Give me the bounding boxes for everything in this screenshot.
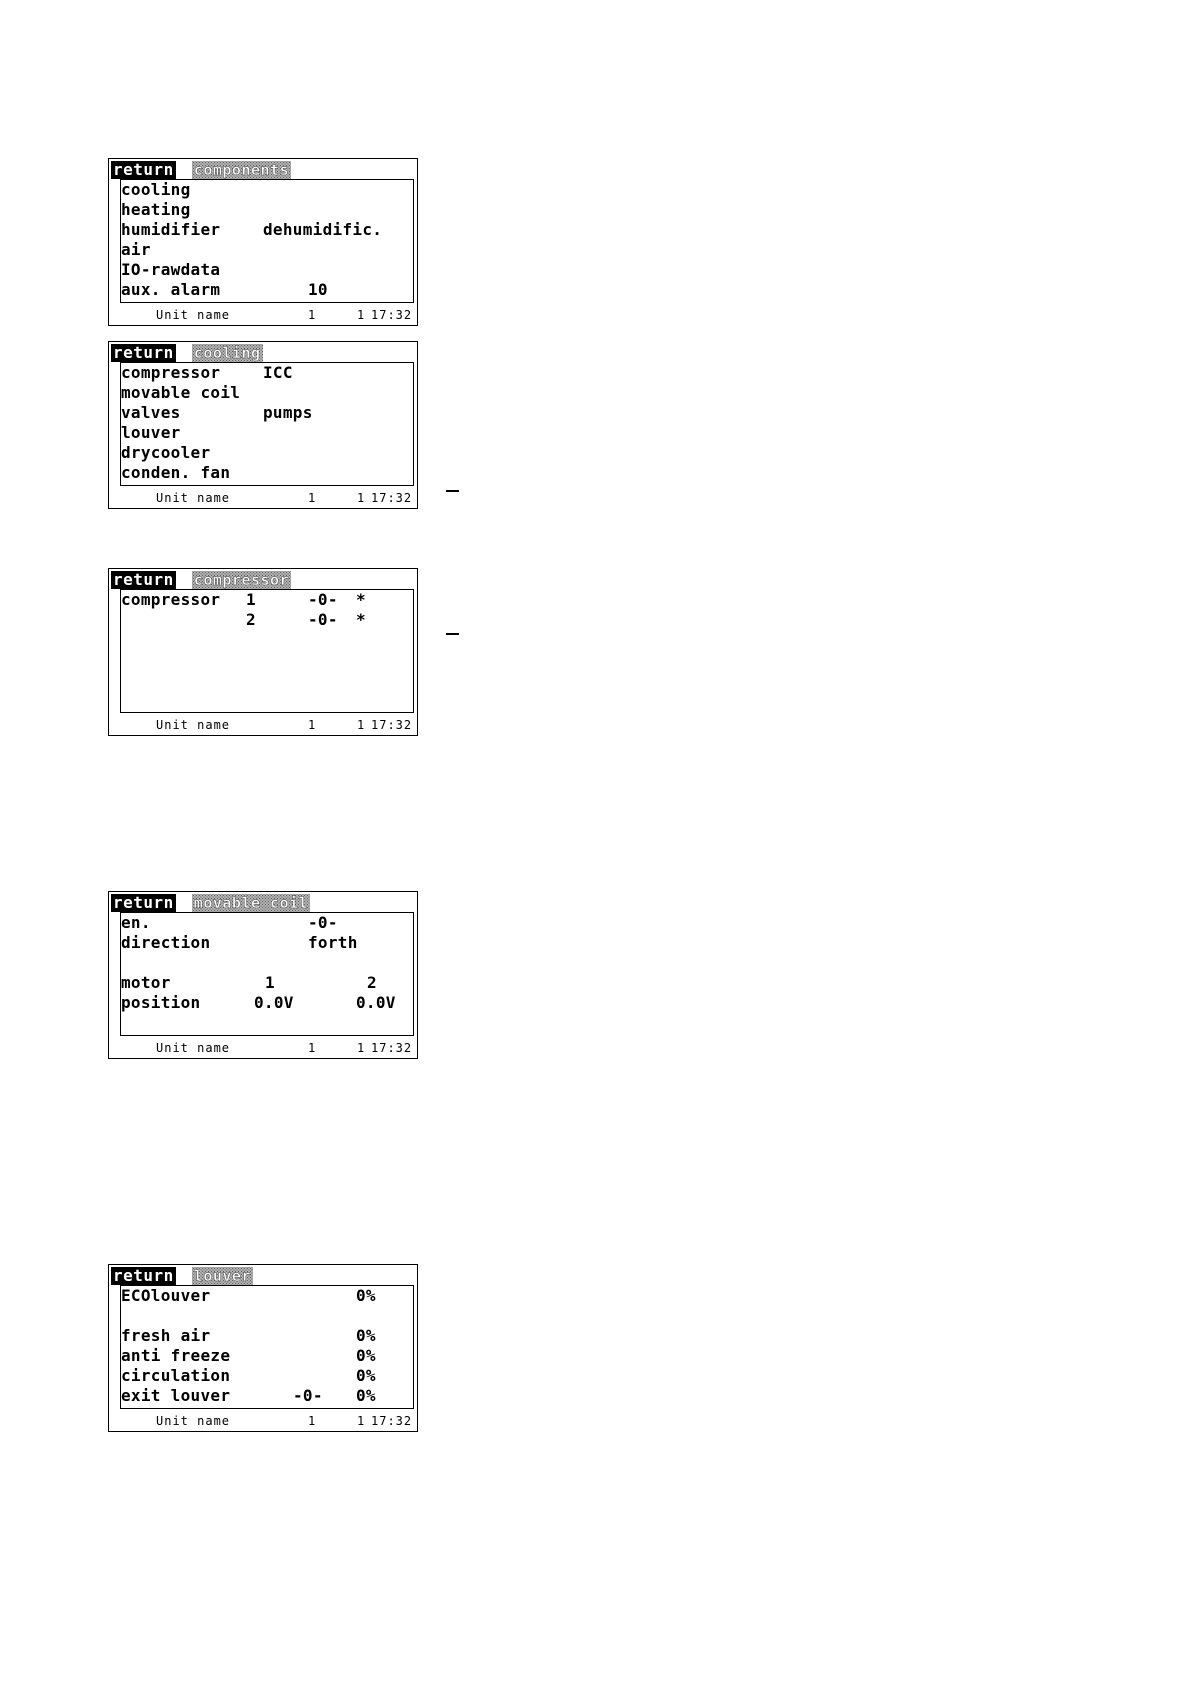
ecolouver-value: 0% — [356, 1286, 376, 1305]
screen-header — [111, 1267, 253, 1285]
return-button[interactable]: return — [113, 1266, 174, 1285]
clock: 17:32 — [371, 718, 413, 732]
menu-item-louver[interactable]: louver — [121, 423, 181, 442]
menu-item-drycooler[interactable]: drycooler — [121, 443, 211, 462]
page-number: 1 — [357, 308, 366, 322]
exit-louver-state[interactable]: -0- — [293, 1386, 323, 1405]
motor-1-position: 0.0V — [254, 993, 294, 1012]
aux-alarm-value: 10 — [308, 280, 328, 299]
unit-name: Unit name — [156, 1414, 231, 1428]
menu-list — [120, 179, 414, 303]
direction-label: direction — [121, 933, 211, 952]
compressor-1-state: -0- — [308, 590, 338, 609]
menu-item-compressor[interactable]: compressor — [121, 363, 221, 382]
unit-number: 1 — [308, 718, 317, 732]
enable-value[interactable]: -0- — [308, 913, 338, 932]
menu-item-dehumidific[interactable]: dehumidific. — [263, 220, 383, 239]
compressor-2-status-icon: * — [356, 610, 366, 629]
anti-freeze-label: anti freeze — [121, 1346, 231, 1365]
motor-2-position: 0.0V — [356, 993, 396, 1012]
compressor-label: compressor — [121, 590, 221, 609]
menu-item-conden-fan[interactable]: conden. fan — [121, 463, 231, 482]
menu-item-heating[interactable]: heating — [121, 200, 191, 219]
annotation-dash — [446, 633, 459, 635]
unit-name: Unit name — [156, 1041, 231, 1055]
motor-2-number: 2 — [367, 973, 377, 992]
unit-number: 1 — [308, 1041, 317, 1055]
screen-cooling — [108, 341, 418, 509]
compressor-list — [120, 589, 414, 713]
screen-title: components — [193, 161, 290, 179]
exit-louver-value: 0% — [356, 1386, 376, 1405]
status-bar — [109, 1038, 417, 1058]
unit-number: 1 — [308, 1414, 317, 1428]
menu-item-io-rawdata[interactable]: IO-rawdata — [121, 260, 221, 279]
ecolouver-label: ECOlouver — [121, 1286, 211, 1305]
screen-title: movable coil — [193, 894, 309, 912]
menu-item-aux-alarm[interactable]: aux. alarm — [121, 280, 221, 299]
page-number: 1 — [357, 718, 366, 732]
compressor-2-number[interactable]: 2 — [246, 610, 256, 629]
menu-item-humidifier[interactable]: humidifier — [121, 220, 221, 239]
menu-item-cooling[interactable]: cooling — [121, 180, 191, 199]
status-bar — [109, 305, 417, 325]
screen-header — [111, 161, 291, 179]
return-button[interactable]: return — [113, 570, 174, 589]
menu-item-air[interactable]: air — [121, 240, 151, 259]
clock: 17:32 — [371, 308, 413, 322]
clock: 17:32 — [371, 1414, 413, 1428]
screen-header — [111, 344, 263, 362]
menu-list — [120, 362, 414, 486]
page-number: 1 — [357, 1414, 366, 1428]
fresh-air-label: fresh air — [121, 1326, 211, 1345]
compressor-2-state: -0- — [308, 610, 338, 629]
menu-item-pumps[interactable]: pumps — [263, 403, 313, 422]
status-bar — [109, 1411, 417, 1431]
compressor-1-status-icon: * — [356, 590, 366, 609]
louver-list — [120, 1285, 414, 1409]
fresh-air-value: 0% — [356, 1326, 376, 1345]
return-button[interactable]: return — [113, 160, 174, 179]
position-label: position — [121, 993, 201, 1012]
compressor-1-number[interactable]: 1 — [246, 590, 256, 609]
menu-item-icc[interactable]: ICC — [263, 363, 293, 382]
clock: 17:32 — [371, 491, 413, 505]
screen-header — [111, 571, 291, 589]
screen-components — [108, 158, 418, 326]
page-number: 1 — [357, 491, 366, 505]
screen-louver — [108, 1264, 418, 1432]
circulation-label: circulation — [121, 1366, 231, 1385]
unit-name: Unit name — [156, 491, 231, 505]
screen-title: cooling — [193, 344, 261, 362]
unit-number: 1 — [308, 308, 317, 322]
annotation-dash — [446, 490, 459, 492]
clock: 17:32 — [371, 1041, 413, 1055]
screen-header — [111, 894, 310, 912]
circulation-value: 0% — [356, 1366, 376, 1385]
screen-compressor — [108, 568, 418, 736]
menu-item-valves[interactable]: valves — [121, 403, 181, 422]
return-button[interactable]: return — [113, 343, 174, 362]
return-button[interactable]: return — [113, 893, 174, 912]
status-bar — [109, 715, 417, 735]
exit-louver-label: exit louver — [121, 1386, 231, 1405]
screen-title: compressor — [193, 571, 290, 589]
unit-number: 1 — [308, 491, 317, 505]
anti-freeze-value: 0% — [356, 1346, 376, 1365]
enable-label: en. — [121, 913, 151, 932]
motor-label: motor — [121, 973, 171, 992]
motor-1-number: 1 — [265, 973, 275, 992]
menu-item-movable-coil[interactable]: movable coil — [121, 383, 241, 402]
direction-value[interactable]: forth — [308, 933, 358, 952]
movable-coil-list — [120, 912, 414, 1036]
unit-name: Unit name — [156, 718, 231, 732]
screen-movable-coil — [108, 891, 418, 1059]
screen-title: louver — [193, 1267, 251, 1285]
page-number: 1 — [357, 1041, 366, 1055]
status-bar — [109, 488, 417, 508]
unit-name: Unit name — [156, 308, 231, 322]
